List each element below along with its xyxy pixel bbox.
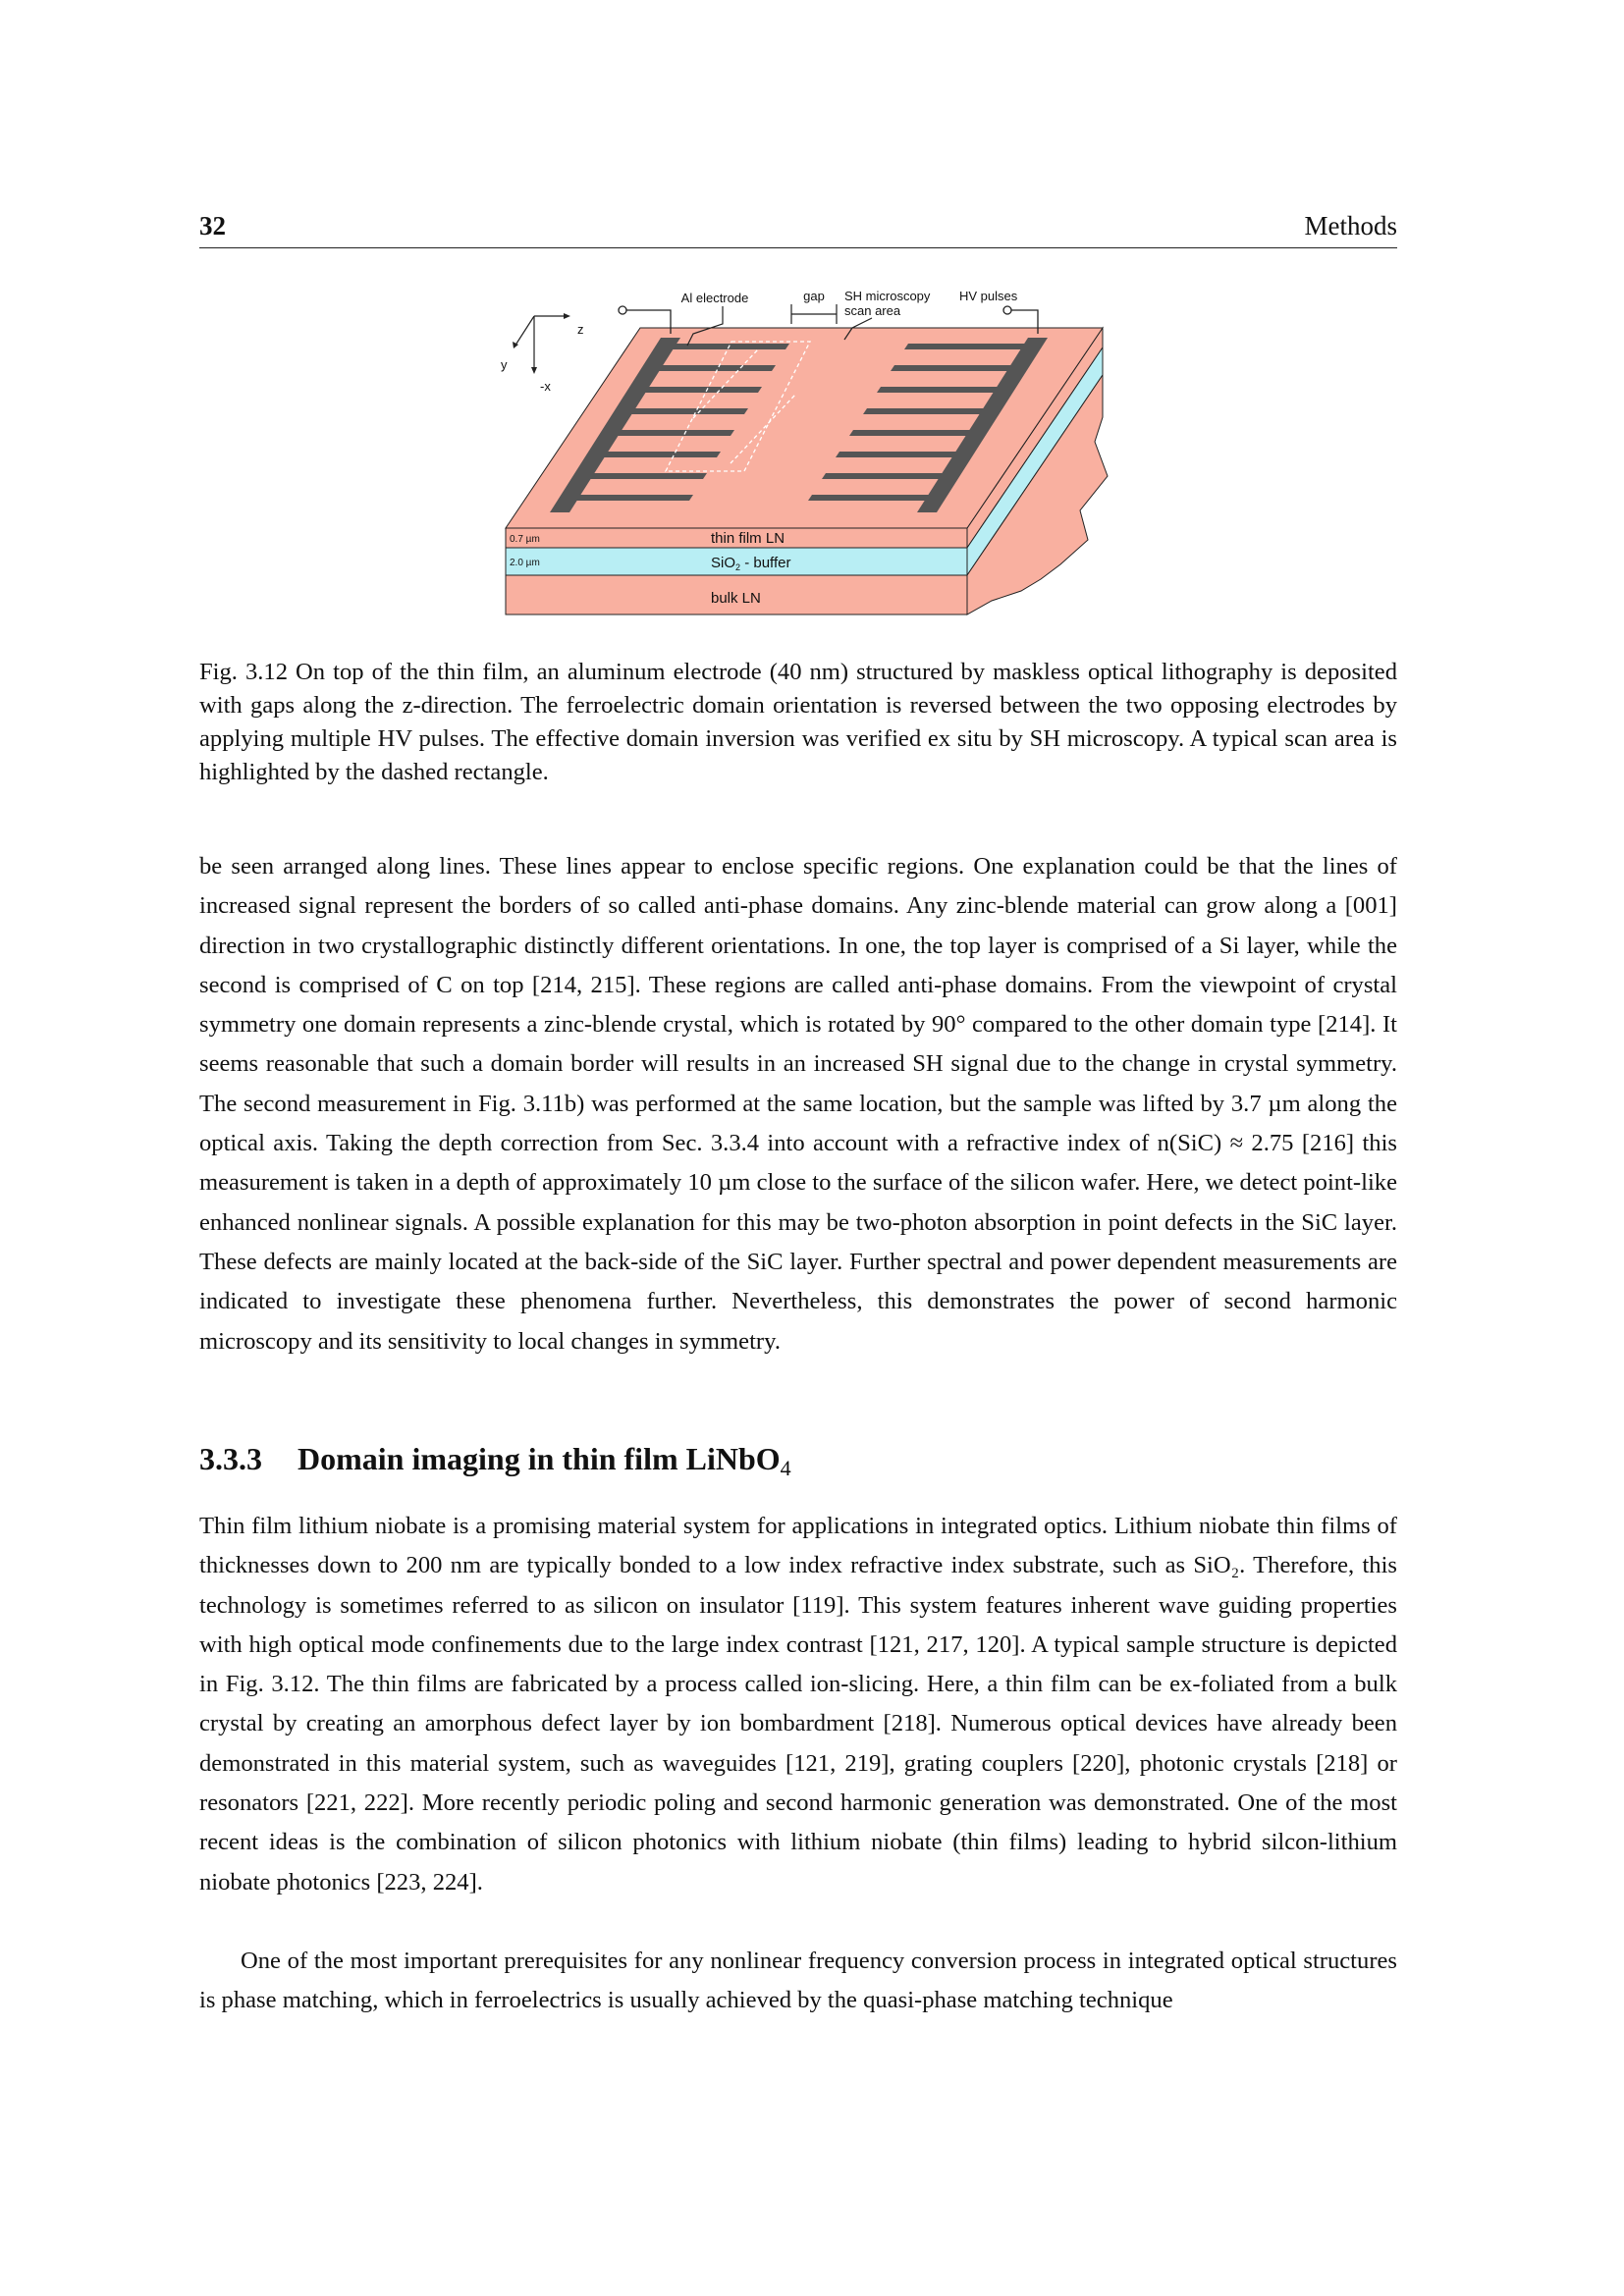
label-thin-film-ln: thin film LN — [711, 530, 785, 547]
axis-arrow-minus-x — [531, 367, 537, 374]
label-bulk-ln: bulk LN — [711, 590, 761, 607]
right-finger — [822, 473, 947, 479]
label-axis-z: z — [577, 322, 584, 337]
section-title: Domain imaging in thin film LiNbO — [298, 1441, 781, 1476]
left-finger — [581, 473, 707, 479]
label-axis-y: y — [501, 357, 508, 372]
right-finger — [836, 452, 961, 457]
running-title: Methods — [1304, 211, 1397, 240]
label-gap: gap — [803, 289, 825, 303]
left-finger — [664, 344, 789, 349]
left-terminal — [619, 306, 626, 314]
page-header — [199, 208, 1397, 248]
label-thickness-film: 0.7 µm — [510, 534, 540, 545]
paragraph-phase-matching — [199, 1942, 1397, 2021]
right-finger — [877, 387, 1002, 393]
paragraph-sic-domains — [199, 847, 1397, 1362]
right-finger — [891, 365, 1016, 371]
label-scan-area: scan area — [844, 303, 901, 318]
coordinate-axes — [516, 316, 566, 369]
axis-arrow-z — [564, 313, 570, 319]
right-finger — [849, 430, 975, 436]
left-finger — [636, 387, 762, 393]
paragraph-thin-film-ln — [199, 1507, 1397, 1902]
label-al-electrode: Al electrode — [680, 291, 749, 305]
label-thickness-buffer: 2.0 µm — [510, 558, 540, 568]
paragraph-text: Thin film lithium niobate is a promising material system for applications in integrated optics. Lithium niobate thin films of thicknesses down to 200 nm are typically bonded to a low index refractive index substrate, such as SiO₂. Therefore, this technology is sometimes referred to as silicon on insulator [119]. This system features inherent wave guiding properties with high optical mode confinements due to the large index contrast [121, 217, 120]. A typical sample structure is depicted in Fig. 3.12. The thin films are fabricated by a process called ion-slicing. Here, a thin film can be ex-foliated from a bulk crystal by creating an amorphous defect layer by ion bombardment [218]. Numerous optical devices have already been demonstrated in this material system, such as waveguides [121, 219], grating couplers [220], photonic crystals [218] or resonators [221, 222]. More recently periodic poling and second harmonic generation was demonstrated. One of the most recent ideas is the combination of silicon photonics with lithium niobate (thin films) leading to hybrid silcon-lithium niobate photonics [223, 224]. — [199, 1513, 1397, 1896]
figure-3-12 — [491, 285, 1119, 638]
right-finger — [904, 344, 1030, 349]
right-finger — [863, 408, 989, 414]
section-heading — [199, 1441, 791, 1481]
left-finger — [568, 495, 693, 501]
figure-caption: Fig. 3.12 On top of the thin film, an aluminum electrode (40 nm) structured by maskless optical lithography is deposited with gaps along the z-direction. The ferroelectric domain orientation is reversed between the two opposing electrodes by applying multiple HV pulses. The effective domain inversion was verified ex situ by SH microscopy. A typical scan area is highlighted by the dashed rectangle. — [199, 659, 1397, 785]
page-number: 32 — [199, 211, 226, 240]
section-number: 3.3.3 — [199, 1441, 262, 1476]
label-axis-minus-x: -x — [540, 379, 551, 394]
electrode-diagram — [491, 285, 1119, 638]
left-finger — [650, 365, 776, 371]
paragraph-text: be seen arranged along lines. These lines appear to enclose specific regions. One explanation could be that the lines of increased signal represent the borders of so called anti-phase domains. Any zinc-blende material can grow along a [001] direction in two crystallographic distinctly different orientations. In one, the top layer is comprised of a Si layer, while the second is comprised of C on top [214, 215]. These regions are called anti-phase domains. From the viewpoint of crystal symmetry one domain represents a zinc-blende crystal, which is rotated by 90° compared to the other domain type [214]. It seems reasonable that such a domain border will results in an increased SH signal due to the change in crystal symmetry. The second measurement in Fig. 3.11b) was performed at the same location, but the sample was lifted by 3.7 µm along the optical axis. Taking the depth correction from Sec. 3.3.4 into account with a refractive index of n(SiC) ≈ 2.75 [216] this measurement is taken in a depth of approximately 10 µm close to the surface of the silicon wafer. Here, we detect point-like enhanced nonlinear signals. A possible explanation for this may be two-photon absorption in point defects in the SiC layer. These defects are mainly located at the back-side of the SiC layer. Further spectral and power dependent measurements are indicated to investigate these phenomena further. Nevertheless, this demonstrates the power of second harmonic microscopy and its sensitivity to local changes in symmetry. — [199, 853, 1397, 1355]
right-finger — [808, 495, 934, 501]
label-hv-pulses: HV pulses — [959, 289, 1018, 303]
left-finger — [595, 452, 721, 457]
left-finger — [623, 408, 748, 414]
left-finger — [609, 430, 734, 436]
paragraph-text: One of the most important prerequisites for any nonlinear frequency conversion process in integrated optical structures is phase matching, which in ferroelectrics is usually achieved by the quasi-phase matching technique — [199, 1948, 1397, 2014]
section-title-subscript: 4 — [780, 1456, 791, 1480]
label-sh-microscopy: SH microscopy — [844, 289, 931, 303]
label-sio2-buffer: SiO$_2$ - buffer — [711, 555, 791, 572]
right-terminal — [1003, 306, 1011, 314]
